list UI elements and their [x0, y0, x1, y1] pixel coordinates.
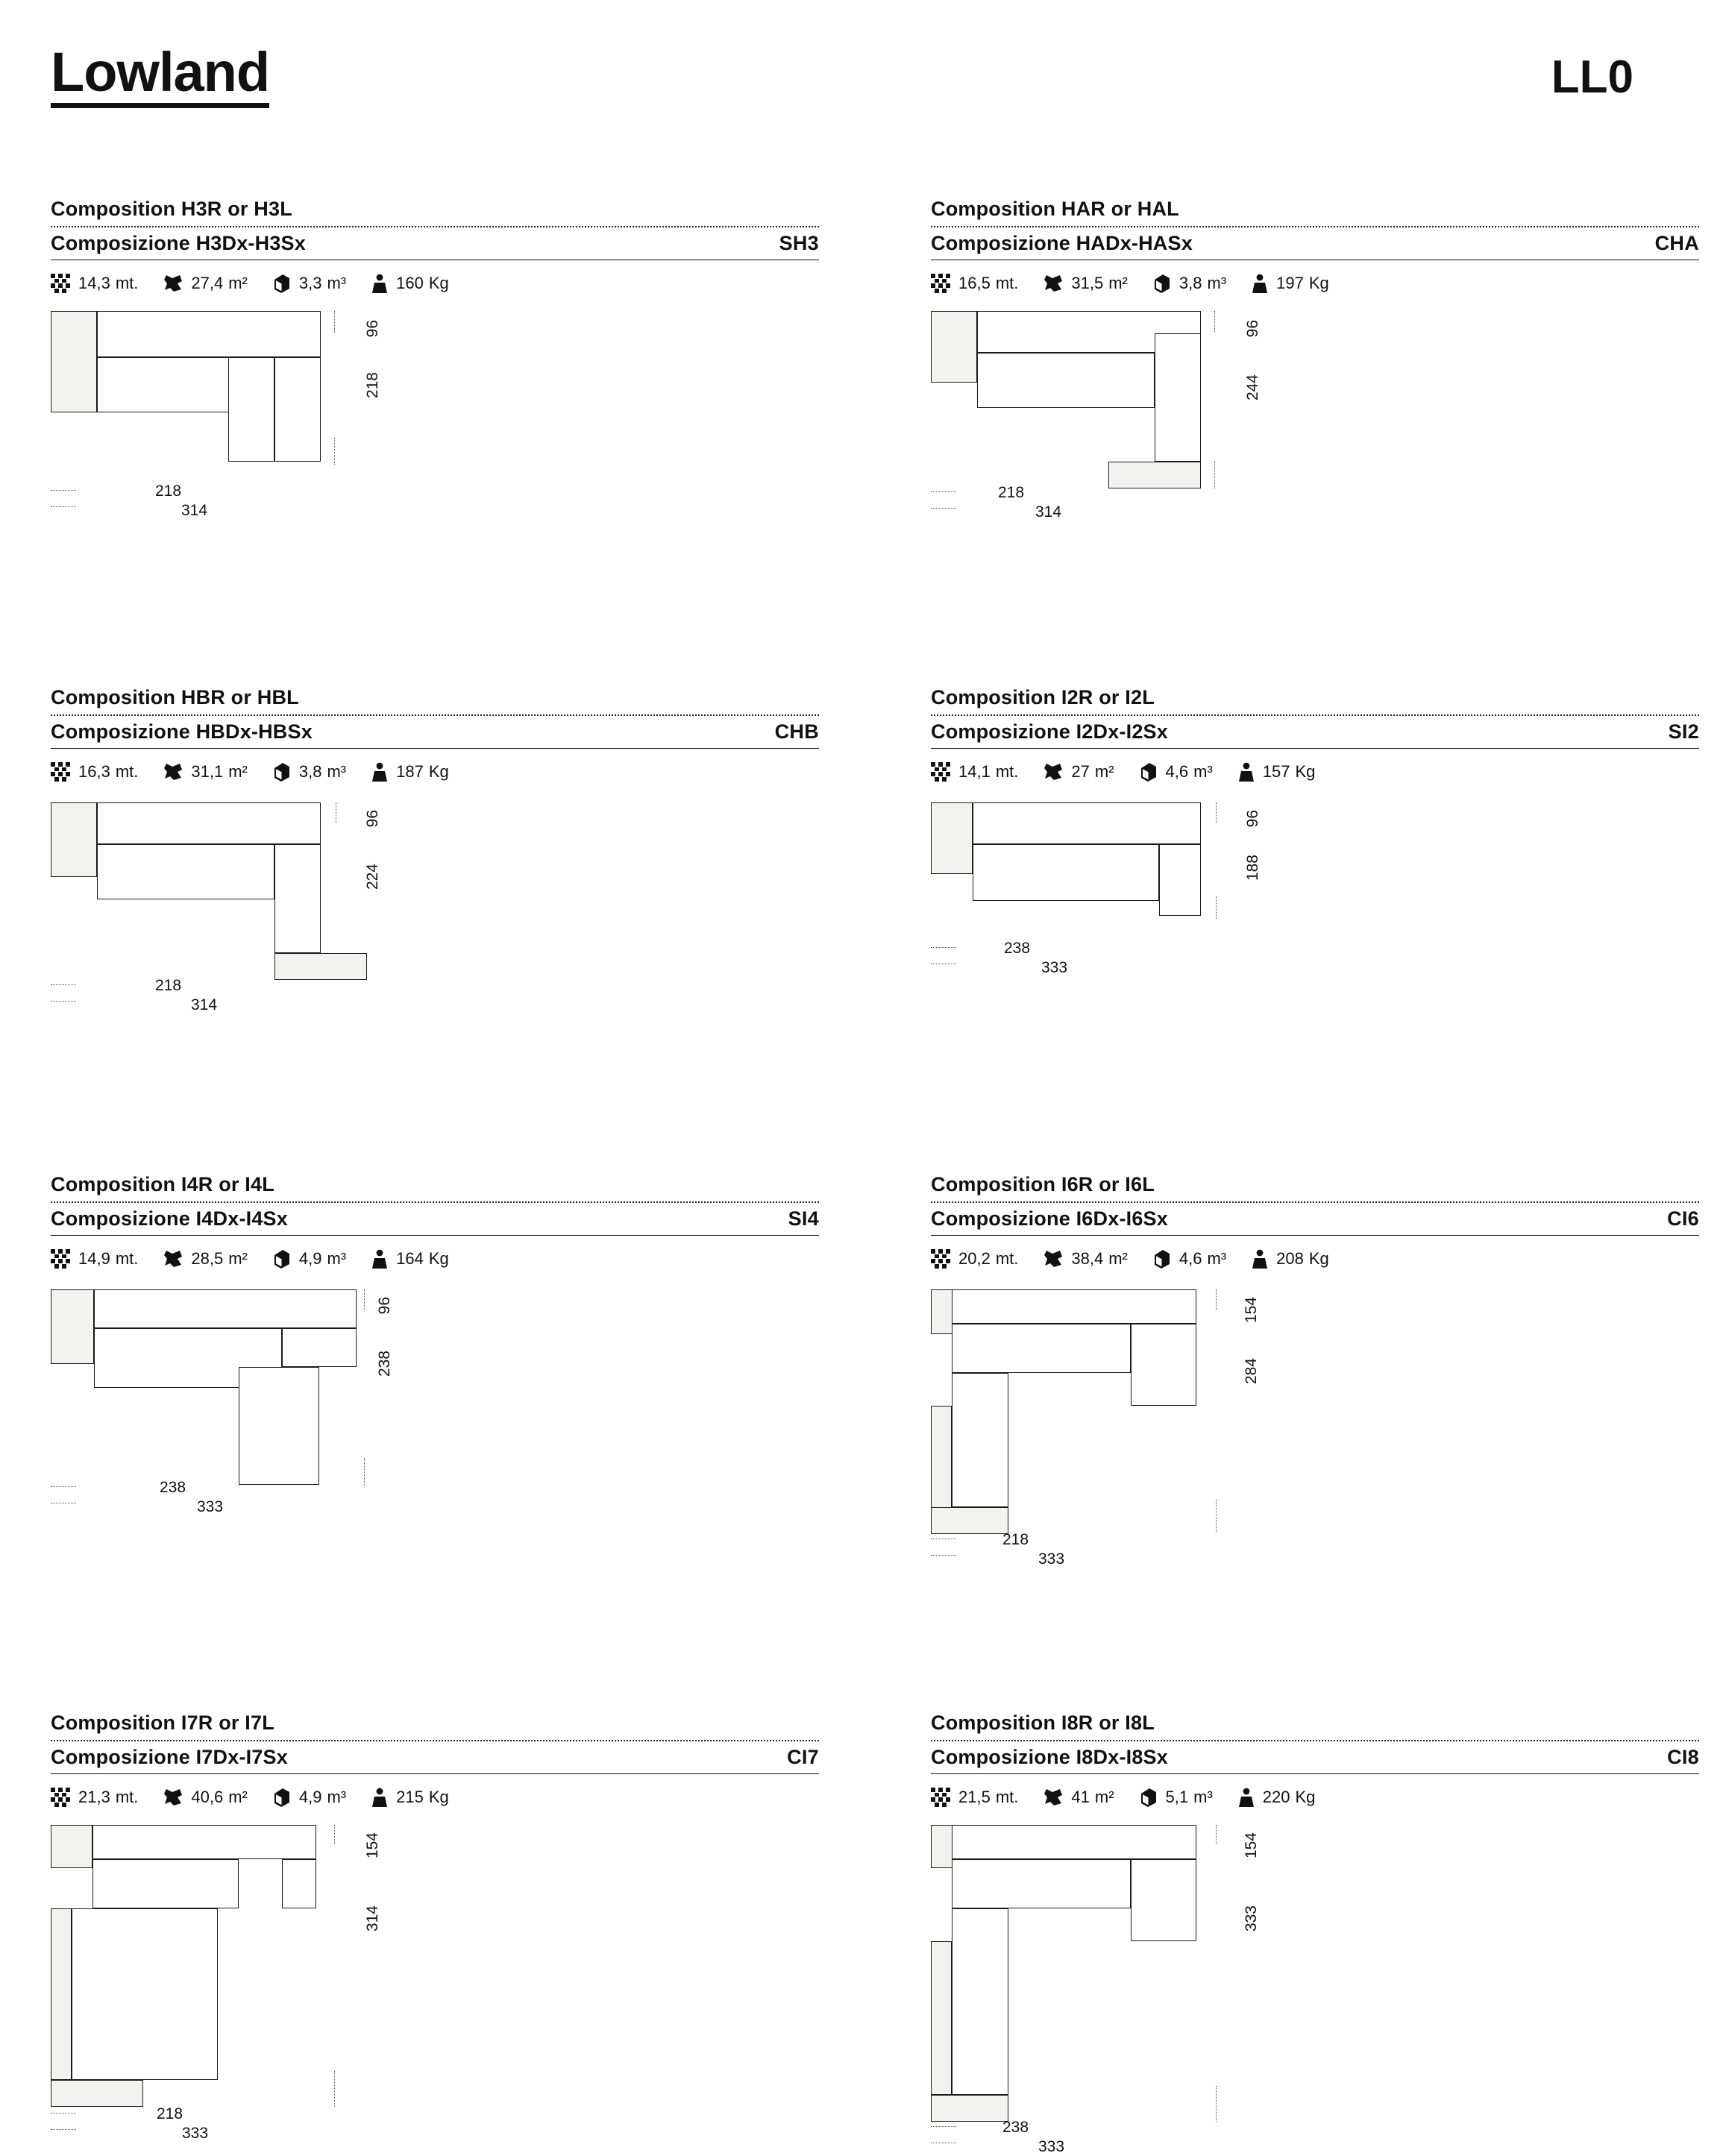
spec-weight: [1252, 1249, 1329, 1269]
spec-value: 4,9: [298, 1788, 322, 1806]
dim-guide: [51, 984, 76, 985]
sofa-side-panel: [282, 1859, 316, 1908]
spec-value: 27,4: [191, 274, 224, 292]
spec-unit: m²: [1108, 1249, 1128, 1268]
spec-list: [51, 1788, 826, 1807]
dim-depth-outer: 238: [376, 1351, 393, 1377]
spec-volume: [273, 1249, 346, 1269]
fabric-meters-icon: [51, 762, 70, 782]
sofa-backrest: [952, 1289, 1196, 1324]
spec-fabric: [51, 274, 138, 293]
weight-icon: [371, 274, 388, 293]
composition-title-en: Composition HAR or HAL: [931, 198, 1699, 227]
spec-leather: [163, 1788, 247, 1807]
composition-title-row: [931, 1741, 1699, 1774]
dim-guide: [931, 491, 956, 492]
leather-area-icon: [1043, 762, 1063, 782]
dim-width-inner: 218: [1002, 1531, 1029, 1548]
weight-icon: [1252, 274, 1268, 293]
spec-value: 220: [1262, 1788, 1290, 1806]
spec-value: 14,3: [78, 274, 110, 292]
composition-code: SI2: [1668, 720, 1699, 743]
weight-icon: [371, 1249, 388, 1269]
dim-guide: [334, 438, 335, 465]
sofa-backrest: [92, 1825, 316, 1859]
composition-title-row: [931, 227, 1699, 260]
dim-width-outer: 333: [1038, 2138, 1065, 2155]
composition-drawing: [931, 792, 1699, 1038]
leather-area-icon: [163, 1249, 183, 1269]
dim-depth-inner: 154: [1243, 1832, 1260, 1859]
dim-guide: [51, 2129, 76, 2130]
composition-card: [51, 1173, 826, 1600]
composition-title-en: Composition I2R or I2L: [931, 686, 1699, 716]
sofa-corner: [282, 1328, 357, 1367]
sofa-ottoman: [274, 953, 367, 980]
composition-drawing: [51, 792, 819, 1038]
dim-width-outer: 314: [1035, 503, 1062, 521]
spec-unit: mt.: [995, 274, 1019, 292]
dim-guide: [931, 2126, 956, 2127]
dim-width-outer: 333: [1041, 959, 1068, 976]
dim-width-inner: 238: [160, 1479, 186, 1496]
spec-volume: [1140, 762, 1213, 782]
dim-guide: [334, 2071, 335, 2107]
dim-depth-inner: 96: [364, 320, 381, 338]
spec-unit: Kg: [1295, 762, 1316, 781]
fabric-meters-icon: [51, 1249, 70, 1269]
sofa-chaise-side: [1159, 844, 1201, 916]
sofa-chaise: [72, 1908, 218, 2080]
dim-guide: [51, 490, 76, 491]
sofa-armrest: [51, 802, 97, 877]
composition-drawing: [931, 1279, 1699, 1600]
composition-title-row: [51, 227, 819, 260]
dim-width-outer: 333: [182, 2125, 209, 2142]
spec-value: 28,5: [191, 1249, 224, 1268]
sofa-chaise: [952, 1373, 1008, 1507]
spec-unit: m²: [1108, 274, 1128, 292]
composition-drawing: [51, 1279, 819, 1600]
spec-leather: [163, 1249, 247, 1269]
dim-depth-inner: 154: [1243, 1297, 1260, 1324]
spec-value: 160: [396, 274, 424, 292]
spec-fabric: [51, 1788, 138, 1807]
sofa-seat: [952, 1324, 1131, 1373]
sofa-ottoman: [1108, 462, 1201, 488]
spec-value: 41: [1071, 1788, 1090, 1806]
dim-guide: [1216, 2086, 1217, 2122]
weight-icon: [371, 762, 388, 782]
spec-unit: mt.: [995, 762, 1019, 781]
sofa-armrest-left: [931, 1406, 952, 1509]
spec-volume: [273, 1788, 346, 1807]
spec-value: 21,3: [78, 1788, 110, 1806]
dim-guide: [51, 1486, 76, 1487]
volume-icon: [273, 1788, 291, 1807]
dim-depth-outer: 188: [1244, 855, 1261, 881]
spec-list: [931, 1249, 1707, 1269]
fabric-meters-icon: [51, 1788, 70, 1807]
dim-guide: [51, 506, 76, 507]
spec-unit: mt.: [115, 274, 139, 292]
dim-width-inner: 238: [1002, 2119, 1029, 2136]
volume-icon: [1153, 1249, 1171, 1269]
sofa-armrest: [51, 311, 97, 412]
spec-fabric: [51, 1249, 138, 1269]
spec-unit: mt.: [995, 1788, 1019, 1806]
sofa-ottoman: [931, 2095, 1008, 2122]
dim-width-inner: 218: [157, 2105, 183, 2122]
sofa-seat: [973, 844, 1159, 901]
composition-title-it: Composizione H3Dx-H3Sx: [51, 232, 306, 254]
sofa-armrest: [51, 1289, 94, 1364]
spec-value: 197: [1276, 274, 1304, 292]
sofa-seat: [92, 1859, 239, 1908]
fabric-meters-icon: [931, 1249, 950, 1269]
spec-unit: Kg: [1308, 1249, 1329, 1268]
spec-value: 187: [396, 762, 424, 781]
composition-drawing: [931, 304, 1699, 550]
volume-icon: [1140, 1788, 1158, 1807]
sofa-armrest-left: [51, 1908, 72, 2080]
spec-value: 27: [1071, 762, 1090, 781]
spec-value: 164: [396, 1249, 424, 1268]
composition-title-row: [931, 716, 1699, 749]
dim-depth-outer: 218: [364, 372, 381, 399]
volume-icon: [273, 1249, 291, 1269]
spec-value: 31,1: [191, 762, 224, 781]
sofa-backrest: [97, 802, 321, 844]
sofa-backrest: [952, 1825, 1196, 1859]
spec-weight: [371, 762, 449, 782]
spec-volume: [273, 274, 346, 293]
dim-guide: [931, 947, 956, 948]
composition-title-en: Composition I7R or I7L: [51, 1712, 819, 1741]
volume-icon: [1140, 762, 1158, 782]
spec-weight: [1252, 274, 1329, 293]
fabric-meters-icon: [51, 274, 70, 293]
composition-title-en: Composition H3R or H3L: [51, 198, 819, 227]
volume-icon: [273, 274, 291, 293]
composition-title-it: Composizione I8Dx-I8Sx: [931, 1746, 1168, 1768]
composition-title-it: Composizione I2Dx-I2Sx: [931, 720, 1168, 743]
spec-unit: m³: [1207, 274, 1227, 292]
composition-title-it: Composizione HADx-HASx: [931, 232, 1193, 254]
weight-icon: [1238, 762, 1255, 782]
dim-guide: [1216, 896, 1217, 919]
spec-list: [931, 274, 1707, 293]
volume-icon: [1153, 274, 1171, 293]
leather-area-icon: [163, 1788, 183, 1807]
spec-fabric: [51, 762, 138, 782]
spec-weight: [371, 1788, 449, 1807]
weight-icon: [1238, 1788, 1255, 1807]
spec-value: 4,9: [298, 1249, 322, 1268]
dim-depth-outer: 333: [1243, 1905, 1260, 1932]
dim-width-inner: 218: [155, 977, 182, 994]
spec-unit: Kg: [1308, 274, 1329, 292]
dim-depth-outer: 244: [1244, 374, 1261, 401]
dim-depth-inner: 96: [364, 810, 381, 828]
page-code: LL0: [1551, 51, 1633, 103]
dim-guide: [364, 1458, 365, 1486]
composition-card: [51, 1712, 826, 2142]
spec-list: [51, 762, 826, 782]
page-title: Lowland: [51, 45, 269, 108]
dim-width-inner: 218: [155, 483, 182, 500]
spec-unit: m³: [327, 762, 347, 781]
sofa-seat: [952, 1859, 1131, 1908]
dim-guide: [1214, 462, 1215, 488]
leather-area-icon: [1043, 274, 1063, 293]
sofa-chaise-side: [274, 357, 321, 462]
spec-leather: [1043, 1788, 1114, 1807]
dim-depth-outer: 314: [364, 1905, 381, 1932]
composition-card: [51, 198, 826, 550]
spec-leather: [1043, 1249, 1127, 1269]
sofa-armrest-top: [51, 1825, 92, 1868]
spec-value: 208: [1276, 1249, 1304, 1268]
spec-value: 3,8: [1179, 274, 1202, 292]
spec-unit: mt.: [115, 1249, 139, 1268]
spec-value: 21,5: [958, 1788, 991, 1806]
spec-volume: [1140, 1788, 1213, 1807]
composition-code: CHB: [774, 720, 819, 743]
dim-guide: [1216, 1289, 1217, 1310]
dim-width-outer: 333: [197, 1498, 224, 1515]
weight-icon: [1252, 1249, 1268, 1269]
sofa-armrest: [931, 311, 977, 383]
spec-leather: [1043, 274, 1127, 293]
fabric-meters-icon: [931, 762, 950, 782]
spec-weight: [371, 1249, 449, 1269]
spec-value: 3,8: [298, 762, 322, 781]
composition-title-row: [931, 1203, 1699, 1236]
spec-volume: [273, 762, 346, 782]
spec-unit: m²: [228, 762, 248, 781]
dim-width-inner: 218: [998, 484, 1025, 501]
spec-unit: m²: [228, 274, 248, 292]
spec-unit: m²: [1094, 1788, 1114, 1806]
dim-width-outer: 314: [191, 996, 218, 1013]
composition-title-en: Composition HBR or HBL: [51, 686, 819, 716]
dim-width-outer: 333: [1038, 1550, 1065, 1568]
composition-card: [51, 686, 826, 1038]
fabric-meters-icon: [931, 274, 950, 293]
spec-fabric: [931, 1249, 1018, 1269]
spec-value: 16,5: [958, 274, 991, 292]
spec-unit: m³: [1193, 1788, 1213, 1806]
composition-code: CI7: [787, 1746, 819, 1768]
weight-icon: [371, 1788, 388, 1807]
spec-list: [51, 274, 826, 293]
spec-fabric: [931, 1788, 1018, 1807]
sofa-ottoman: [51, 2080, 143, 2107]
spec-unit: Kg: [428, 1788, 449, 1806]
sofa-chaise: [952, 1908, 1008, 2095]
spec-unit: m³: [1193, 762, 1213, 781]
sofa-chaise: [239, 1367, 319, 1485]
composition-title-en: Composition I6R or I6L: [931, 1173, 1699, 1203]
composition-code: CI6: [1667, 1207, 1699, 1230]
spec-unit: m³: [327, 274, 347, 292]
sofa-corner: [1131, 1859, 1196, 1941]
dim-guide: [364, 1289, 365, 1310]
spec-unit: Kg: [1295, 1788, 1316, 1806]
spec-value: 4,6: [1165, 762, 1189, 781]
spec-value: 215: [396, 1788, 424, 1806]
composition-title-row: [51, 716, 819, 749]
spec-value: 16,3: [78, 762, 110, 781]
dim-guide: [1214, 311, 1215, 332]
spec-list: [931, 762, 1707, 782]
spec-value: 14,9: [78, 1249, 110, 1268]
spec-unit: mt.: [115, 762, 139, 781]
dim-depth-inner: 96: [376, 1297, 393, 1315]
dim-depth-outer: 224: [364, 864, 381, 890]
fabric-meters-icon: [931, 1788, 950, 1807]
spec-value: 4,6: [1179, 1249, 1202, 1268]
leather-area-icon: [1043, 1249, 1063, 1269]
spec-weight: [1238, 762, 1316, 782]
spec-weight: [371, 274, 449, 293]
spec-weight: [1238, 1788, 1316, 1807]
page-header: [0, 30, 1723, 119]
sofa-backrest: [973, 802, 1201, 844]
dim-guide: [334, 311, 335, 333]
dim-depth-inner: 96: [1244, 320, 1261, 338]
composition-drawing: [51, 1817, 819, 2142]
composition-card: [931, 686, 1707, 1038]
spec-value: 5,1: [1165, 1788, 1189, 1806]
spec-list: [931, 1788, 1707, 1807]
dim-guide: [1216, 1500, 1217, 1533]
composition-card: [931, 1712, 1707, 2155]
composition-title-row: [51, 1741, 819, 1774]
leather-area-icon: [163, 762, 183, 782]
sofa-backrest: [97, 311, 321, 357]
spec-fabric: [931, 274, 1018, 293]
sofa-ottoman: [931, 1507, 1008, 1534]
composition-code: CHA: [1654, 232, 1699, 254]
spec-unit: Kg: [428, 762, 449, 781]
spec-unit: m³: [327, 1249, 347, 1268]
spec-unit: mt.: [115, 1788, 139, 1806]
spec-leather: [1043, 762, 1114, 782]
spec-fabric: [931, 762, 1018, 782]
composition-title-row: [51, 1203, 819, 1236]
dim-guide: [334, 1825, 335, 1844]
sofa-seat: [97, 844, 274, 899]
composition-title-it: Composizione I7Dx-I7Sx: [51, 1746, 288, 1768]
dim-guide: [1216, 802, 1217, 823]
spec-leather: [163, 274, 247, 293]
sofa-armrest-left: [931, 1941, 952, 2095]
spec-unit: m²: [228, 1249, 248, 1268]
spec-volume: [1153, 1249, 1226, 1269]
spec-unit: m²: [228, 1788, 248, 1806]
dim-width-outer: 314: [181, 502, 208, 519]
sofa-chaise: [228, 357, 274, 462]
composition-title-en: Composition I4R or I4L: [51, 1173, 819, 1203]
spec-value: 40,6: [191, 1788, 224, 1806]
composition-code: SI4: [788, 1207, 819, 1230]
spec-unit: m³: [1207, 1249, 1227, 1268]
spec-unit: mt.: [995, 1249, 1019, 1268]
dim-guide: [51, 1001, 76, 1002]
dim-depth-inner: 154: [364, 1832, 381, 1859]
spec-value: 31,5: [1071, 274, 1104, 292]
composition-title-it: Composizione I6Dx-I6Sx: [931, 1207, 1168, 1230]
spec-unit: m³: [327, 1788, 347, 1806]
volume-icon: [273, 762, 291, 782]
leather-area-icon: [1043, 1788, 1063, 1807]
dim-width-inner: 238: [1004, 940, 1031, 957]
spec-value: 3,3: [298, 274, 322, 292]
sofa-corner: [1131, 1324, 1196, 1406]
composition-title-en: Composition I8R or I8L: [931, 1712, 1699, 1741]
composition-code: CI8: [1667, 1746, 1699, 1768]
composition-code: SH3: [779, 232, 819, 254]
dim-depth-inner: 96: [1244, 810, 1261, 828]
spec-value: 38,4: [1071, 1249, 1104, 1268]
dim-guide: [931, 1555, 956, 1556]
sofa-backrest: [94, 1289, 357, 1328]
composition-drawing: [51, 304, 819, 550]
composition-card: [931, 198, 1707, 550]
composition-card: [931, 1173, 1707, 1600]
sofa-armrest: [931, 802, 973, 874]
dim-guide: [931, 508, 956, 509]
composition-title-it: Composizione HBDx-HBSx: [51, 720, 313, 743]
sofa-seat: [977, 353, 1155, 408]
composition-title-it: Composizione I4Dx-I4Sx: [51, 1207, 288, 1230]
sofa-chaise-side: [274, 844, 321, 953]
spec-value: 157: [1262, 762, 1290, 781]
composition-drawing: [931, 1817, 1699, 2155]
spec-value: 14,1: [958, 762, 991, 781]
spec-unit: m²: [1094, 762, 1114, 781]
spec-list: [51, 1249, 826, 1269]
spec-unit: Kg: [428, 1249, 449, 1268]
leather-area-icon: [163, 274, 183, 293]
spec-unit: Kg: [428, 274, 449, 292]
dim-depth-outer: 284: [1243, 1358, 1260, 1385]
spec-leather: [163, 762, 247, 782]
spec-value: 20,2: [958, 1249, 991, 1268]
spec-volume: [1153, 274, 1226, 293]
sofa-chaise-side: [1155, 333, 1201, 462]
dim-guide: [1216, 1825, 1217, 1844]
